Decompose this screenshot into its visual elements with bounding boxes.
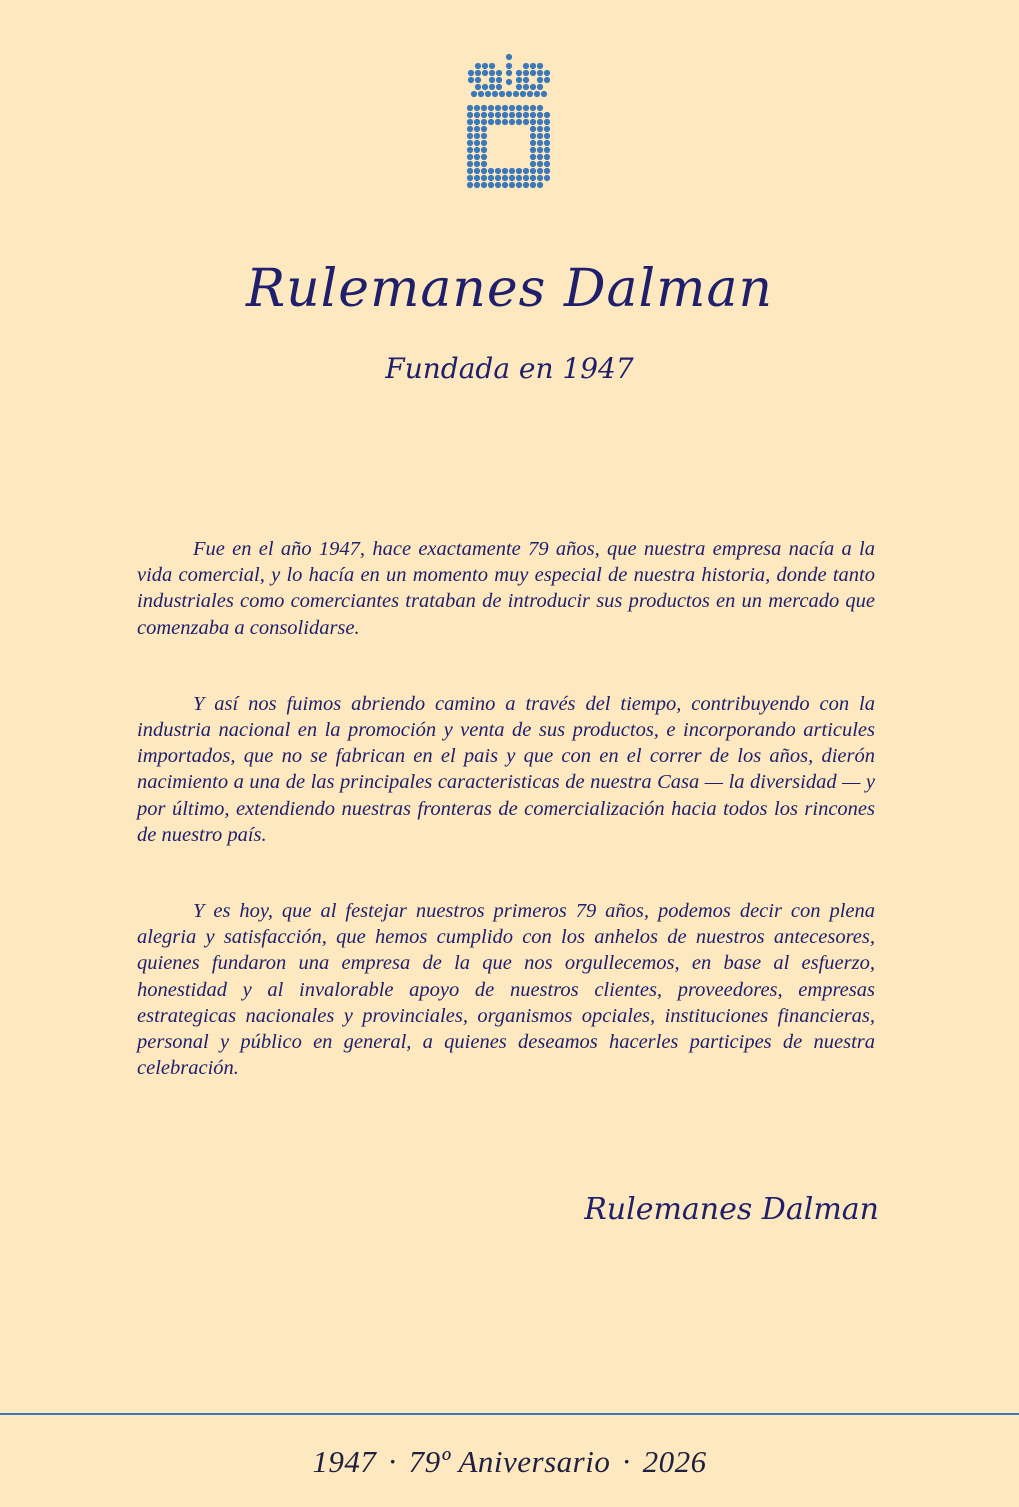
paragraph-2: Y así nos fuimos abriendo camino a través del tiempo, contribuyendo con la industria nacional en la promoción y venta de sus productos, e incorporando articules importados, que no se fabrican en el pais y que con en el correr de los años, dierón nacimiento a una de las principales caracteristicas de nuestra Casa — la diversidad — y por último, extendiendo nuestras fronteras de comercialización hacia todos los rincones de nuestro país. (137, 692, 875, 846)
footer-start-year: 1947 (312, 1444, 377, 1479)
footer-separator: · (622, 1444, 631, 1479)
footer-anniversary-label: 79º Aniversario (408, 1444, 611, 1479)
footer-separator: · (388, 1444, 397, 1479)
crown-d-monogram-icon (465, 52, 553, 194)
footer-anniversary (0, 1444, 1019, 1480)
footer-divider (0, 1413, 1019, 1415)
footer-end-year: 2026 (642, 1444, 707, 1479)
page-title: Rulemanes Dalman (246, 259, 773, 319)
signature: Rulemanes Dalman (584, 1192, 879, 1227)
paragraph-1: Fue en el año 1947, hace exactamente 79 años, que nuestra empresa nacía a la vida comercial, y lo hacía en un momento muy especial de nuestra historia, donde tanto industriales como comerciantes trataban de introducir sus productos en un mercado que comenzaba a consolidarse. (137, 538, 875, 639)
paragraph-3: Y es hoy, que al festejar nuestros primeros 79 años, podemos decir con plena alegria y satisfacción, que hemos cumplido con los anhelos de nuestros antecesores, quienes fundaron una empresa de la que nos orgullecemos, en base al esfuerzo, honestidad y al invalorable apoyo de nuestros clientes, proveedores, empresas estrategicas nacionales y provinciales, organismos opciales, instituciones financieras, personal y público en general, a quienes deseamos hacerles participes de nuestra celebración. (137, 900, 875, 1080)
page-subtitle: Fundada en 1947 (385, 352, 634, 385)
letter-body (137, 536, 875, 1131)
